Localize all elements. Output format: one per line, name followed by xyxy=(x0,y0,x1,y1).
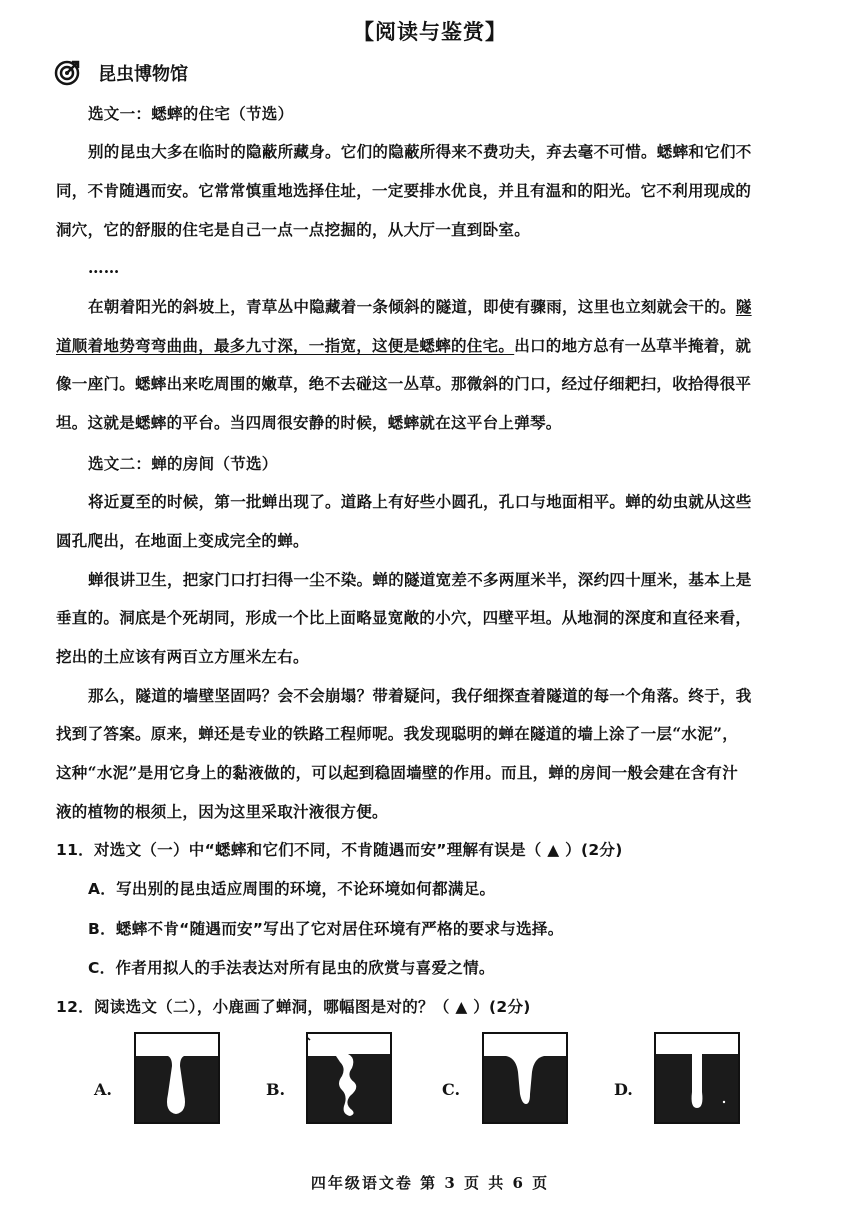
text2-line: 找到了答案。原来，蝉还是专业的铁路工程师呢。我发现聪明的蝉在隧道的墙上涂了一层“水泥”， xyxy=(56,724,739,743)
question-12-stem: 12．阅读选文（二），小鹿画了蝉洞，哪幅图是对的？（ ▲ ）(2分) xyxy=(56,998,531,1016)
question-11-stem: 11．对选文（一）中“蟋蟀和它们不同，不肯随遇而安”理解有误是（ ▲ ）(2分) xyxy=(56,841,623,859)
underlined-sentence: 隧 xyxy=(735,297,752,316)
q11-option-a: A．写出别的昆虫适应周围的环境，不论环境如何都满足。 xyxy=(88,880,496,898)
page-footer: 四年级语文卷 第 3 页 共 6 页 xyxy=(310,1174,550,1192)
text2-line: 液的植物的根须上，因为这里采取汁液很方便。 xyxy=(56,802,388,821)
text1-heading: 选文一：蟋蟀的住宅（节选） xyxy=(88,104,294,123)
section-header xyxy=(54,60,188,86)
text2-line: 垂直的。洞底是个死胡同，形成一个比上面略显宽敞的小穴，四壁平坦。从地洞的深度和直径来看， xyxy=(56,608,752,627)
text1-line: 同，不肯随遇而安。它常常慎重地选择住址，一定要排水优良，并且有温和的阳光。它不利用现成的 xyxy=(56,181,752,200)
text2-heading: 选文二：蝉的房间（节选） xyxy=(88,454,278,473)
figure-label: C. xyxy=(442,1080,461,1099)
text1-line: 洞穴，它的舒服的住宅是自己一点一点挖掘的，从大厅一直到卧室。 xyxy=(56,220,531,239)
text2-line: 挖出的土应该有两百立方厘米左右。 xyxy=(56,647,309,666)
text1-line: 坦。这就是蟋蟀的平台。当四周很安静的时候，蟋蟀就在这平台上弹琴。 xyxy=(56,413,562,432)
text2-line: 将近夏至的时候，第一批蝉出现了。道路上有好些小圆孔，孔口与地面相平。蝉的幼虫就从这些 xyxy=(88,492,752,511)
ellipsis: …… xyxy=(88,258,120,277)
text1-segment: 在朝着阳光的斜坡上，青草丛中隐藏着一条倾斜的隧道，即使有骤雨，这里也立刻就会干的。 xyxy=(88,297,736,316)
text2-line: 那么，隧道的墙壁坚固吗？会不会崩塌？带着疑问，我仔细探查着隧道的每一个角落。终于，我 xyxy=(88,686,752,705)
section-label: 昆虫博物馆 xyxy=(98,64,188,85)
figure-label: A. xyxy=(94,1080,112,1099)
text1-line: 别的昆虫大多在临时的隐蔽所藏身。它们的隐蔽所得来不费功夫，弃去毫不可惜。蟋蟀和它们不 xyxy=(88,142,752,161)
burrow-diagram-c xyxy=(482,1032,568,1124)
text2-line: 蝉很讲卫生，把家门口打扫得一尘不染。蝉的隧道宽差不多两厘米半，深约四十厘米，基本上是 xyxy=(88,570,752,589)
text2-line: 圆孔爬出，在地面上变成完全的蝉。 xyxy=(56,531,309,550)
text1-line xyxy=(56,334,776,358)
q11-option-c: C．作者用拟人的手法表达对所有昆虫的欣赏与喜爱之情。 xyxy=(88,959,495,977)
target-icon xyxy=(54,60,80,86)
underlined-sentence: 道顺着地势弯弯曲曲，最多九寸深，一指宽，这便是蟋蟀的住宅。 xyxy=(56,336,515,355)
burrow-diagram-d xyxy=(654,1032,740,1124)
text1-segment: 出口的地方总有一丛草半掩着，就 xyxy=(514,336,752,355)
figure-label: D. xyxy=(614,1080,633,1099)
section-title: 【阅读与鉴赏】 xyxy=(353,19,507,44)
q11-option-b: B．蟋蟀不肯“随遇而安”写出了它对居住环境有严格的要求与选择。 xyxy=(88,920,564,938)
cicada-burrow-figures xyxy=(94,1032,774,1128)
text1-line xyxy=(88,295,808,319)
text2-line: 这种“水泥”是用它身上的黏液做的，可以起到稳固墙壁的作用。而且，蝉的房间一般会建在含有汁 xyxy=(56,763,739,782)
text1-line: 像一座门。蟋蟀出来吃周围的嫩草，绝不去碰这一丛草。那微斜的门口，经过仔细耙扫，收拾得很平 xyxy=(56,374,752,393)
burrow-diagram-b xyxy=(306,1032,392,1124)
figure-label: B. xyxy=(266,1080,286,1099)
burrow-diagram-a xyxy=(134,1032,220,1124)
